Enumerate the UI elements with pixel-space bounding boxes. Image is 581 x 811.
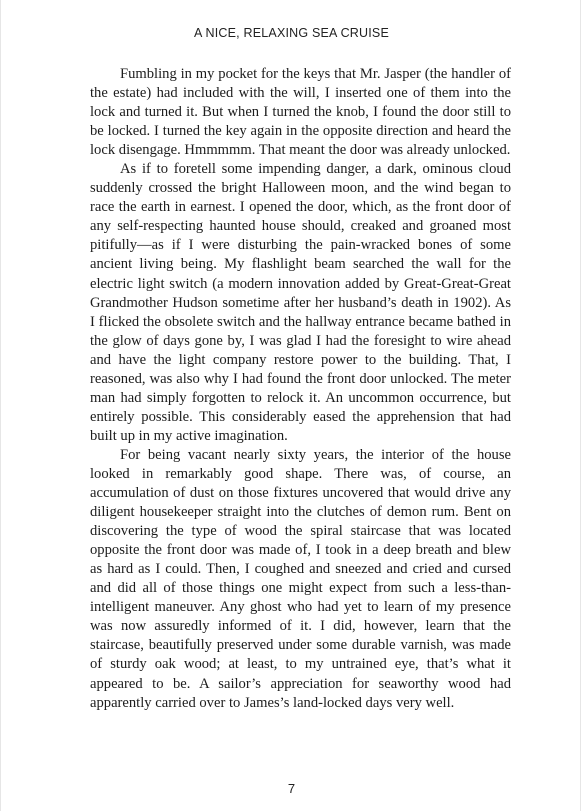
body-text	[90, 65, 511, 713]
paragraph: As if to foretell some impending danger, a dark, ominous cloud suddenly crossed the bright Halloween moon, and the wind began to race the earth in earnest. I opened the door, which, as the front door of any self-respecting haunted house should, creaked and groaned most pitifully—as if I were disturbing the pain-wracked bones of some ancient living being. My flashlight beam searched the wall for the electric light switch (a modern innovation added by Great-Great-Great Grandmother Hudson sometime after her husband’s death in 1902). As I flicked the obsolete switch and the hallway entrance became bathed in the glow of days gone by, I was glad I had the foresight to wire ahead and have the light company restore power to the building. That, I reasoned, was also why I had found the front door unlocked. The meter man had simply forgotten to relock it. An uncommon occurrence, but entirely possible. This considerably eased the apprehension that had built up in my active imagination.	[90, 161, 511, 444]
paragraph: For being vacant nearly sixty years, the interior of the house looked in remarkably good shape. There was, of course, an accumulation of dust on those fixtures uncovered that would drive any diligent housekeeper straight into the clutches of demon rum. Bent on discovering the type of wood the spiral staircase that was located opposite the front door was made of, I took in a deep breath and blew as hard as I could. Then, I coughed and sneezed and cried and cursed and did all of those things one might expect from such a less-than-intelligent maneuver. Any ghost who had yet to learn of my presence was now assuredly informed of it. I did, however, learn that the staircase, beautifully preserved under some durable varnish, was made of sturdy oak wood; at least, to my untrained eye, that’s what it appeared to be. A sailor’s appreciation for seaworthy wood had apparently carried over to James’s land-locked days very well.	[90, 446, 511, 711]
paragraph: Fumbling in my pocket for the keys that Mr. Jasper (the handler of the estate) had included with the will, I inserted one of them into the lock and turned it. But when I turned the knob, I found the door still to be locked. I turned the key again in the opposite direction and heard the lock disengage. Hmmmmm. That meant the door was already unlocked.	[90, 66, 511, 159]
page-number: 7	[287, 781, 296, 796]
running-head: A NICE, RELAXING SEA CRUISE	[193, 26, 390, 40]
